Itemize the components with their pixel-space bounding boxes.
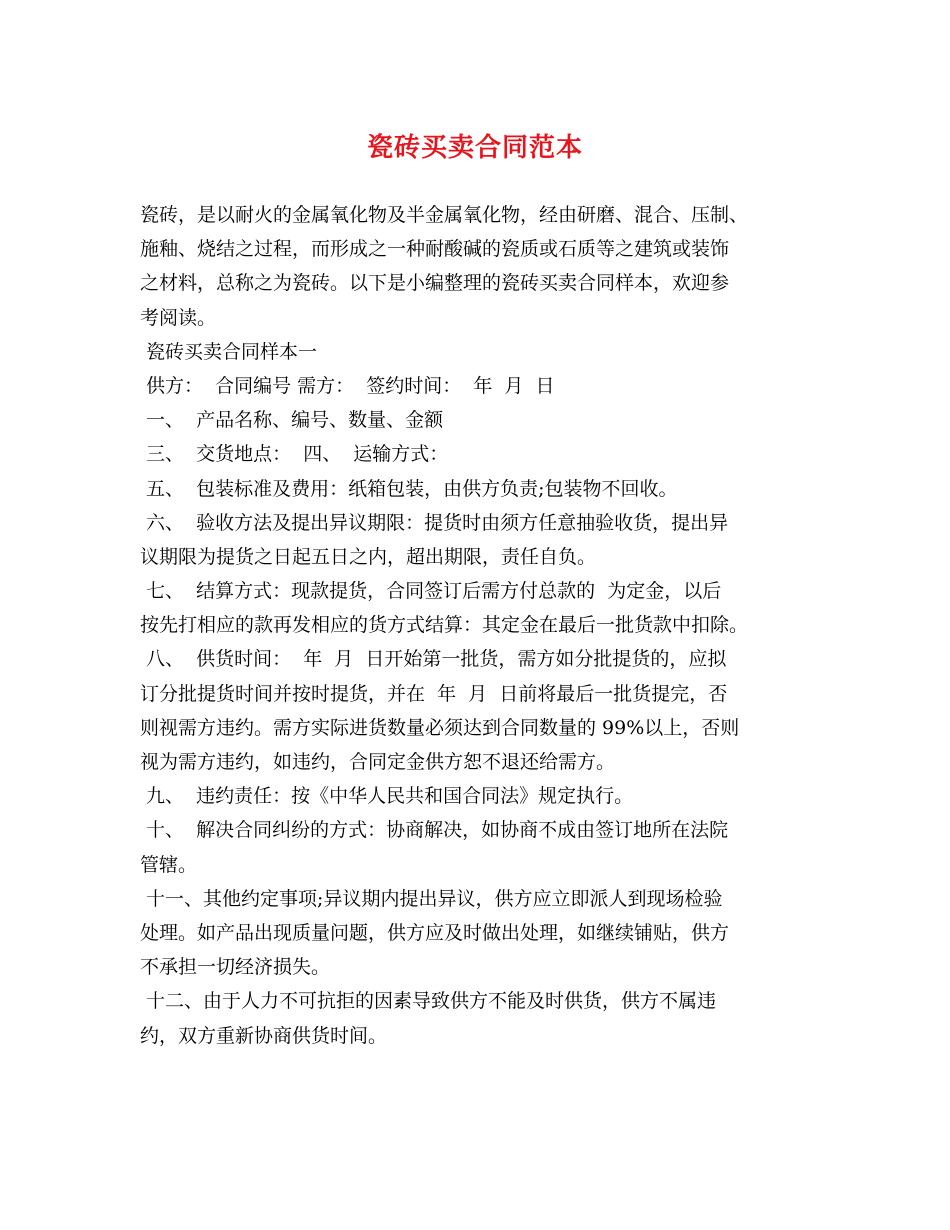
clause-line: 七、 结算方式：现款提货，合同签订后需方付总款的 为定金，以后 (140, 580, 722, 603)
clause-line: 订分批提货时间并按时提货，并在 年 月 日前将最后一批货提完，否 (140, 682, 728, 705)
clause-line: 管辖。 (140, 853, 198, 876)
clause-line: 一、 产品名称、编号、数量、金额 (140, 409, 444, 432)
intro-line: 考阅读。 (140, 306, 217, 329)
clause-line: 视为需方违约，如违约，合同定金供方恕不退还给需方。 (140, 751, 616, 773)
clause-line: 六、 验收方法及提出异议期限：提货时由须方任意抽验收货，提出异 (140, 511, 729, 534)
clause-line: 十二、由于人力不可抗拒的因素导致供方不能及时供货，供方不属违 (140, 990, 717, 1013)
section-heading: 瓷砖买卖合同样本一 (140, 340, 318, 363)
document-body (140, 198, 830, 1053)
intro-line: 瓷砖，是以耐火的金属氧化物及半金属氧化物，经由研磨、混合、压制、 (140, 204, 749, 226)
clause-line: 不承担一切经济损失。 (140, 956, 331, 979)
intro-line: 之材料，总称之为瓷砖。以下是小编整理的瓷砖买卖合同样本，欢迎参 (140, 272, 730, 295)
clause-line: 九、 违约责任：按《中华人民共和国合同法》规定执行。 (140, 785, 634, 808)
document-title: 瓷砖买卖合同范本 (366, 133, 583, 163)
clause-line: 则视需方违约。需方实际进货数量必须达到合同数量的 99%以上，否则 (140, 716, 740, 739)
clause-line: 十、 解决合同纠纷的方式：协商解决，如协商不成由签订地所在法院 (140, 819, 729, 842)
clause-line: 处理。如产品出现质量问题，供方应及时做出处理，如继续铺贴，供方 (140, 921, 730, 944)
parties-line: 供方： 合同编号 需方： 签约时间： 年 月 日 (140, 374, 555, 397)
clause-line: 按先打相应的款再发相应的货方式结算：其定金在最后一批货款中扣除。 (140, 614, 749, 637)
clause-line: 八、 供货时间： 年 月 日开始第一批货，需方如分批提货的，应拟 (140, 648, 727, 671)
clause-line: 三、 交货地点： 四、 运输方式： (140, 443, 449, 466)
clause-line: 议期限为提货之日起五日之内，超出期限，责任自负。 (140, 545, 597, 568)
intro-line: 施釉、烧结之过程，而形成之一种耐酸碱的瓷质或石质等之建筑或装饰 (140, 238, 730, 261)
clause-line: 五、 包装标准及费用：纸箱包装，由供方负责;包装物不回收。 (140, 477, 678, 500)
clause-line: 约，双方重新协商供货时间。 (140, 1024, 388, 1047)
clause-line: 十一、其他约定事项;异议期内提出异议，供方应立即派人到现场检验 (140, 887, 723, 910)
